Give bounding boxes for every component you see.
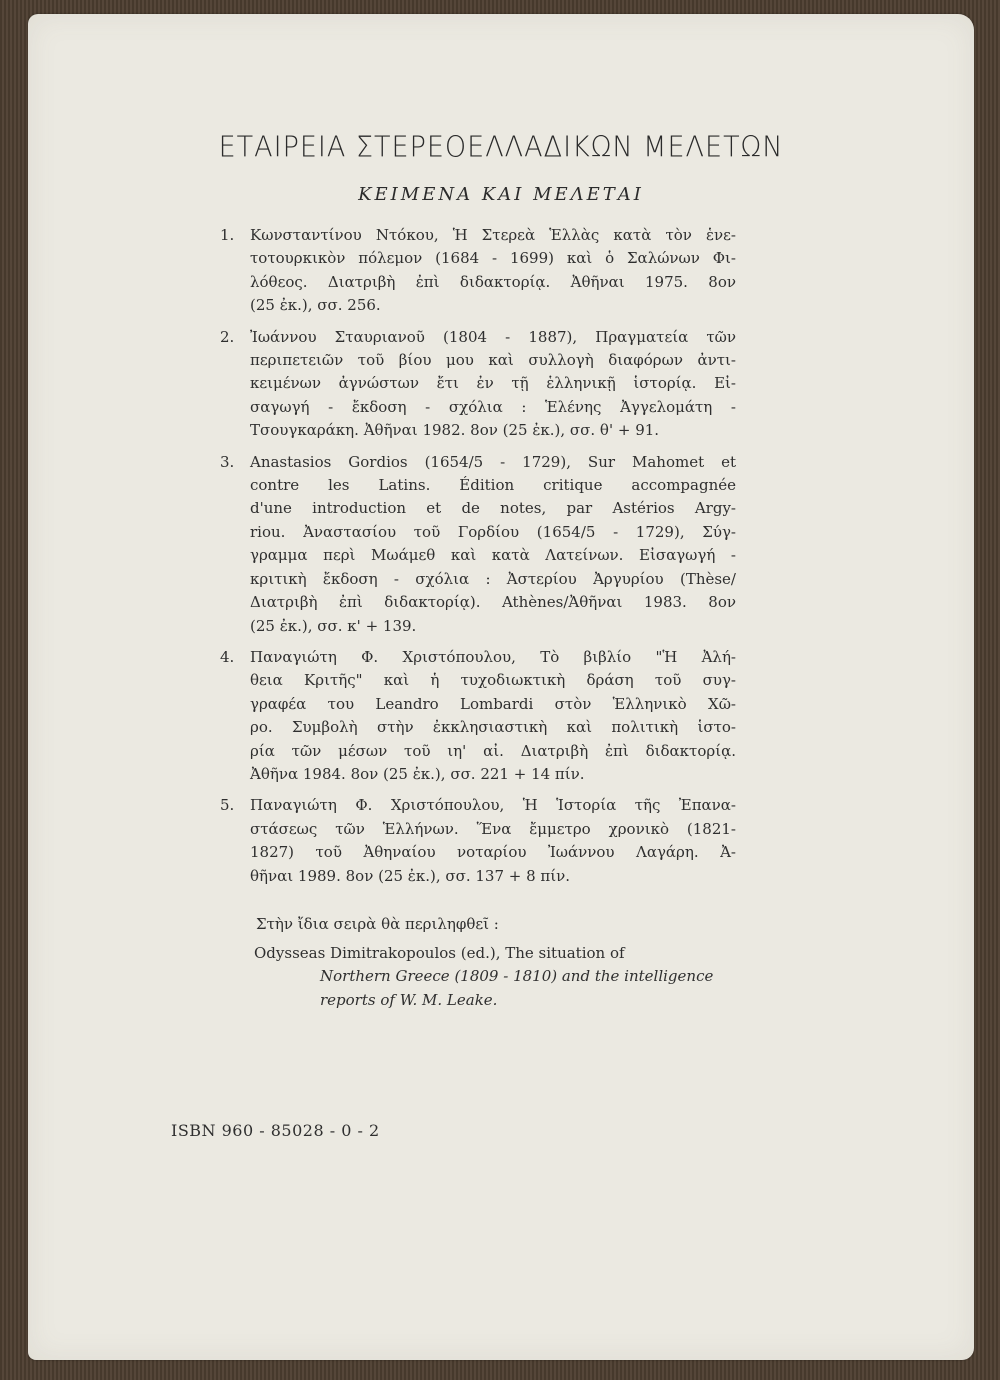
- entry-line: τοτουρκικὸν πόλεμον (1684 - 1699) καὶ ὁ Σαλώνων Φι-: [250, 249, 736, 268]
- entry-line: Παναγιώτη Φ. Χριστόπουλου, Τὸ βιβλίο "Ἡ Ἀλή-: [250, 647, 736, 666]
- entry-line: λόθεος. Διατριβὴ ἐπὶ διδακτορίᾳ. Ἀθῆναι 1975. 8ον: [250, 272, 736, 291]
- entry-number: 3.: [220, 452, 235, 471]
- entry-number: 1.: [220, 226, 235, 244]
- entry-line: Τσουγκαράκη. Ἀθῆναι 1982. 8ον (25 ἐκ.), σσ. θ' + 91.: [250, 421, 660, 440]
- entry-line: κριτικὴ ἔκδοση - σχόλια : Ἀστερίου Ἀργυρίου (Thèse/: [250, 569, 736, 588]
- publication-entry: [220, 224, 736, 318]
- entry-line: 1827) τοῦ Ἀθηναίου νοταρίου Ἰωάννου Λαγάρη. Ἀ-: [250, 843, 736, 862]
- isbn: ISBN 960 - 85028 - 0 - 2: [171, 1121, 380, 1140]
- series-subtitle: ΚΕΙΜΕΝΑ ΚΑΙ ΜΕΛΕΤΑΙ: [358, 184, 644, 205]
- publication-entry: [220, 451, 736, 638]
- entry-line: κειμένων ἀγνώστων ἔτι ἐν τῇ ἑλληνικῇ ἱστορίᾳ. Εἰ-: [250, 374, 736, 393]
- entry-number: 5.: [220, 796, 235, 815]
- entry-line: Παναγιώτη Φ. Χριστόπουλου, Ἡ Ἱστορία τῆς Ἐπανα-: [250, 796, 736, 815]
- entry-line: (25 ἐκ.), σσ. 256.: [250, 296, 381, 315]
- entry-line: (25 ἐκ.), σσ. κ' + 139.: [250, 616, 417, 635]
- publication-list: [220, 224, 736, 896]
- entry-line: Anastasios Gordios (1654/5 - 1729), Sur Mahomet et: [250, 452, 736, 471]
- forthcoming-note: Στὴν ἴδια σειρὰ θὰ περιληφθεῖ :: [256, 915, 499, 933]
- forthcoming-line: reports of W. M. Leake.: [320, 990, 498, 1009]
- series-title: ΕΤΑΙΡΕΙΑ ΣΤΕΡΕΟΕΛΛΑΔΙΚΩΝ ΜΕΛΕΤΩΝ: [218, 131, 784, 164]
- entry-line: Ἀθῆνα 1984. 8ον (25 ἐκ.), σσ. 221 + 14 πίν.: [250, 764, 585, 783]
- entry-line: riou. Ἀναστασίου τοῦ Γορδίου (1654/5 - 1729), Σύγ-: [250, 522, 736, 541]
- publication-entry: [220, 646, 736, 786]
- entry-line: ρία τῶν μέσων τοῦ ιη' αἰ. Διατριβὴ ἐπὶ διδακτορίᾳ.: [250, 741, 736, 760]
- entry-line: d'une introduction et de notes, par Astérios Argy-: [250, 499, 736, 518]
- entry-line: περιπετειῶν τοῦ βίου μου καὶ συλλογὴ διαφόρων ἀντι-: [250, 351, 736, 370]
- forthcoming-entry: [254, 942, 736, 1012]
- entry-line: Κωνσταντίνου Ντόκου, Ἡ Στερεὰ Ἑλλὰς κατὰ τὸν ἑνε-: [250, 226, 736, 244]
- entry-line: Διατριβὴ ἐπὶ διδακτορίᾳ). Athènes/Ἀθῆναι 1983. 8ον: [250, 593, 736, 612]
- forthcoming-line: Odysseas Dimitrakopoulos (ed.), The situation of: [254, 944, 625, 962]
- entry-number: 2.: [220, 327, 235, 346]
- entry-line: ρο. Συμβολὴ στὴν ἐκκλησιαστικὴ καὶ πολιτικὴ ἱστο-: [250, 718, 736, 737]
- publication-entry: [220, 794, 736, 888]
- entry-line: Ἰωάννου Σταυριανοῦ (1804 - 1887), Πραγματεία τῶν: [250, 327, 736, 346]
- entry-line: θεια Κριτῆς" καὶ ἡ τυχοδιωκτικὴ δράση τοῦ συγ-: [250, 671, 736, 690]
- entry-line: στάσεως τῶν Ἑλλήνων. Ἕνα ἔμμετρο χρονικὸ (1821-: [250, 819, 736, 838]
- entry-line: γραφέα του Leandro Lombardi στὸν Ἑλληνικὸ Χῶ-: [250, 694, 736, 713]
- entry-line: contre les Latins. Édition critique accompagnée: [250, 476, 736, 495]
- entry-line: θῆναι 1989. 8ον (25 ἐκ.), σσ. 137 + 8 πίν.: [250, 866, 571, 885]
- entry-line: σαγωγή - ἔκδοση - σχόλια : Ἑλένης Ἀγγελομάτη -: [250, 397, 736, 416]
- forthcoming-line: Northern Greece (1809 - 1810) and the intelligence: [320, 967, 714, 986]
- publication-entry: [220, 326, 736, 443]
- entry-line: γραμμα περὶ Μωάμεθ καὶ κατὰ Λατείνων. Εἰσαγωγή -: [250, 546, 736, 565]
- entry-number: 4.: [220, 647, 235, 666]
